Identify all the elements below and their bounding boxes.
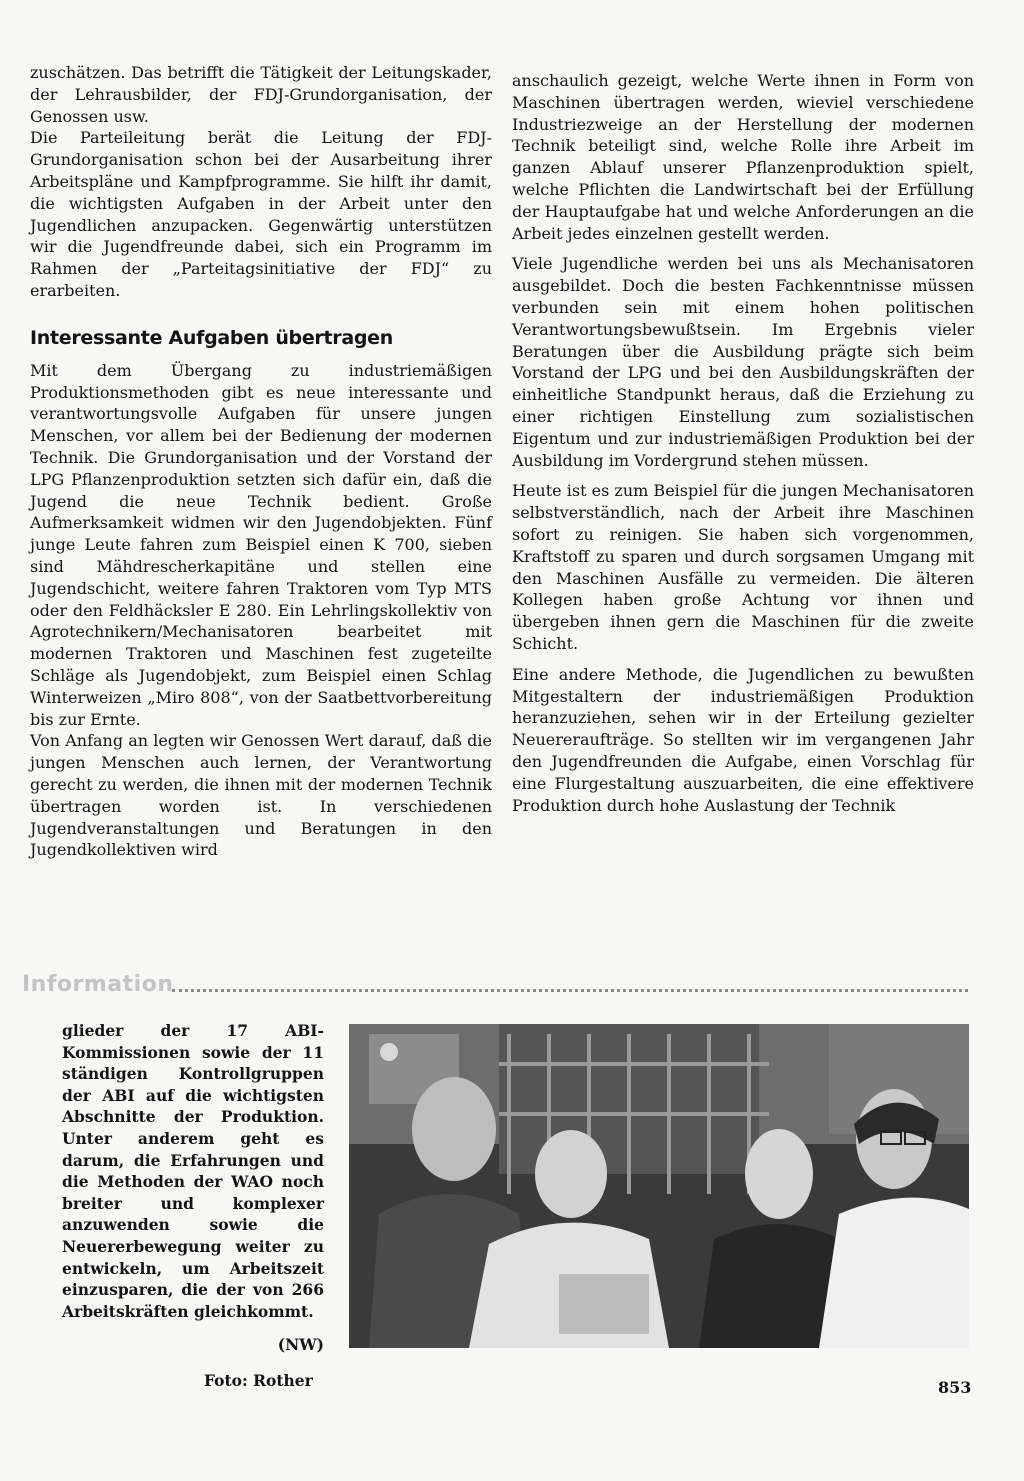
- paragraph: Mit dem Übergang zu industriemäßigen Produktionsmethoden gibt es neue interessante und verantwortungsvolle Aufgaben für unsere jungen Menschen, vor allem bei der Bedienung der modernen Technik. Die Grundorganisation und der Vorstand der LPG Pflanzenproduktion setzten sich dafür ein, daß die Jugend die neue Technik bedient. Große Aufmerksamkeit widmen wir den Jugendobjekten. Fünf junge Leute fahren zum Beispiel einen K 700, sieben sind Mähdrescherkapitäne und stellen eine Jugendschicht, weitere fahren Traktoren vom Typ MTS oder den Feldhäcksler E 280. Ein Lehrlingskollektiv von Agrotechnikern/Mechanisatoren bearbeitet mit modernen Traktoren und Maschinen fest zugeteilte Schläge als Jugendobjekt, zum Beispiel einen Schlag Winterweizen „Miro 808“, von der Saatbettvorbereitung bis zur Ernte.: [30, 360, 492, 729]
- right-column: [512, 70, 974, 816]
- section-heading: Interessante Aufgaben übertragen: [30, 326, 393, 349]
- photo-group-of-workers: [349, 1024, 969, 1348]
- dotted-rule: [172, 989, 968, 992]
- paragraph: Viele Jugendliche werden bei uns als Mechanisatoren ausgebildet. Doch die besten Fachkenntnisse müssen verbunden sein mit einem hohen politischen Verantwortungsbewußtsein. Im Ergebnis vieler Beratungen über die Ausbildung prägte sich beim Vorstand der LPG und bei den Ausbildungskräften der einheitliche Standpunkt heraus, daß die Erziehung zu einer richtigen Einstellung zum sozialistischen Eigentum und zur industriemäßigen Produktion bei der Ausbildung im Vordergrund stehen müssen.: [512, 254, 974, 470]
- paragraph: Von Anfang an legten wir Genossen Wert darauf, daß die jungen Menschen auch lernen, der Verantwortung gerecht zu werden, die ihnen mit der modernen Technik übertragen worden ist. In verschiedenen Jugendveranstaltungen und Beratungen in den Jugendkollektiven wird: [30, 731, 492, 860]
- paragraph: zuschätzen. Das betrifft die Tätigkeit der Leitungskader, der Lehrausbilder, der FDJ-Grundorganisation, der Genossen usw.: [30, 63, 492, 126]
- information-text: glieder der 17 ABI-Kommissionen sowie der 11 ständigen Kontrollgruppen der ABI auf die wichtigsten Abschnitte der Produktion. Unter anderem geht es darum, die Erfahrungen und die Methoden der WAO noch breiter und komplexer anzuwenden sowie die Neuererbewegung weiter zu entwickeln, um Arbeitszeit einzusparen, die der von 266 Arbeitskräften gleichkommt.: [62, 1021, 324, 1321]
- page-number: 853: [938, 1378, 972, 1397]
- photo-credit: Foto: Rother: [204, 1370, 313, 1390]
- paragraph: Die Parteileitung berät die Leitung der FDJ-Grundorganisation schon bei der Ausarbeitung ihrer Arbeitspläne und Kampfprogramme. Sie hilft ihr damit, die wichtigsten Aufgaben in der Arbeit unter den Jugendlichen anzupacken. Gegenwärtig unterstützen wir die Jugendfreunde dabei, sich ein Programm im Rahmen der „Parteitagsinitiative der FDJ“ zu erarbeiten.: [30, 128, 492, 300]
- photo-illustration: [349, 1024, 969, 1348]
- paragraph: anschaulich gezeigt, welche Werte ihnen in Form von Maschinen übertragen werden, wieviel verschiedene Industriezweige an der Herstellung der modernen Technik beteiligt sind, welche Rolle ihre Arbeit im ganzen Ablauf unserer Pflanzenproduktion spielt, welche Pflichten die Landwirtschaft bei der Erfüllung der Hauptaufgabe hat und welche Anforderungen an die Arbeit jedes einzelnen gestellt werden.: [512, 71, 974, 243]
- source-note: (NW): [277, 1335, 324, 1355]
- paragraph: Heute ist es zum Beispiel für die jungen Mechanisatoren selbstverständlich, nach der Arbeit ihre Maschinen sofort zu reinigen. Sie haben sich vorgenommen, Kraftstoff zu sparen und durch sorgsamen Umgang mit den Maschinen Ausfälle zu vermeiden. Die älteren Kollegen haben große Achtung vor ihnen und übergeben ihnen gern die Maschinen für die zweite Schicht.: [512, 481, 974, 653]
- left-column: [30, 62, 492, 861]
- information-label: Information: [22, 972, 174, 997]
- paragraph: Eine andere Methode, die Jugendlichen zu bewußten Mitgestaltern der industriemäßigen Produktion heranzuziehen, sehen wir in der Erteilung gezielter Neuereraufträge. So stellten wir im vergangenen Jahr den Jugendfreunden die Aufgabe, einen Vorschlag für eine Flurgestaltung auszuarbeiten, die eine effektivere Produktion durch hohe Auslastung der Technik: [512, 664, 974, 815]
- information-box: [62, 1020, 324, 1392]
- information-header: [22, 972, 968, 1002]
